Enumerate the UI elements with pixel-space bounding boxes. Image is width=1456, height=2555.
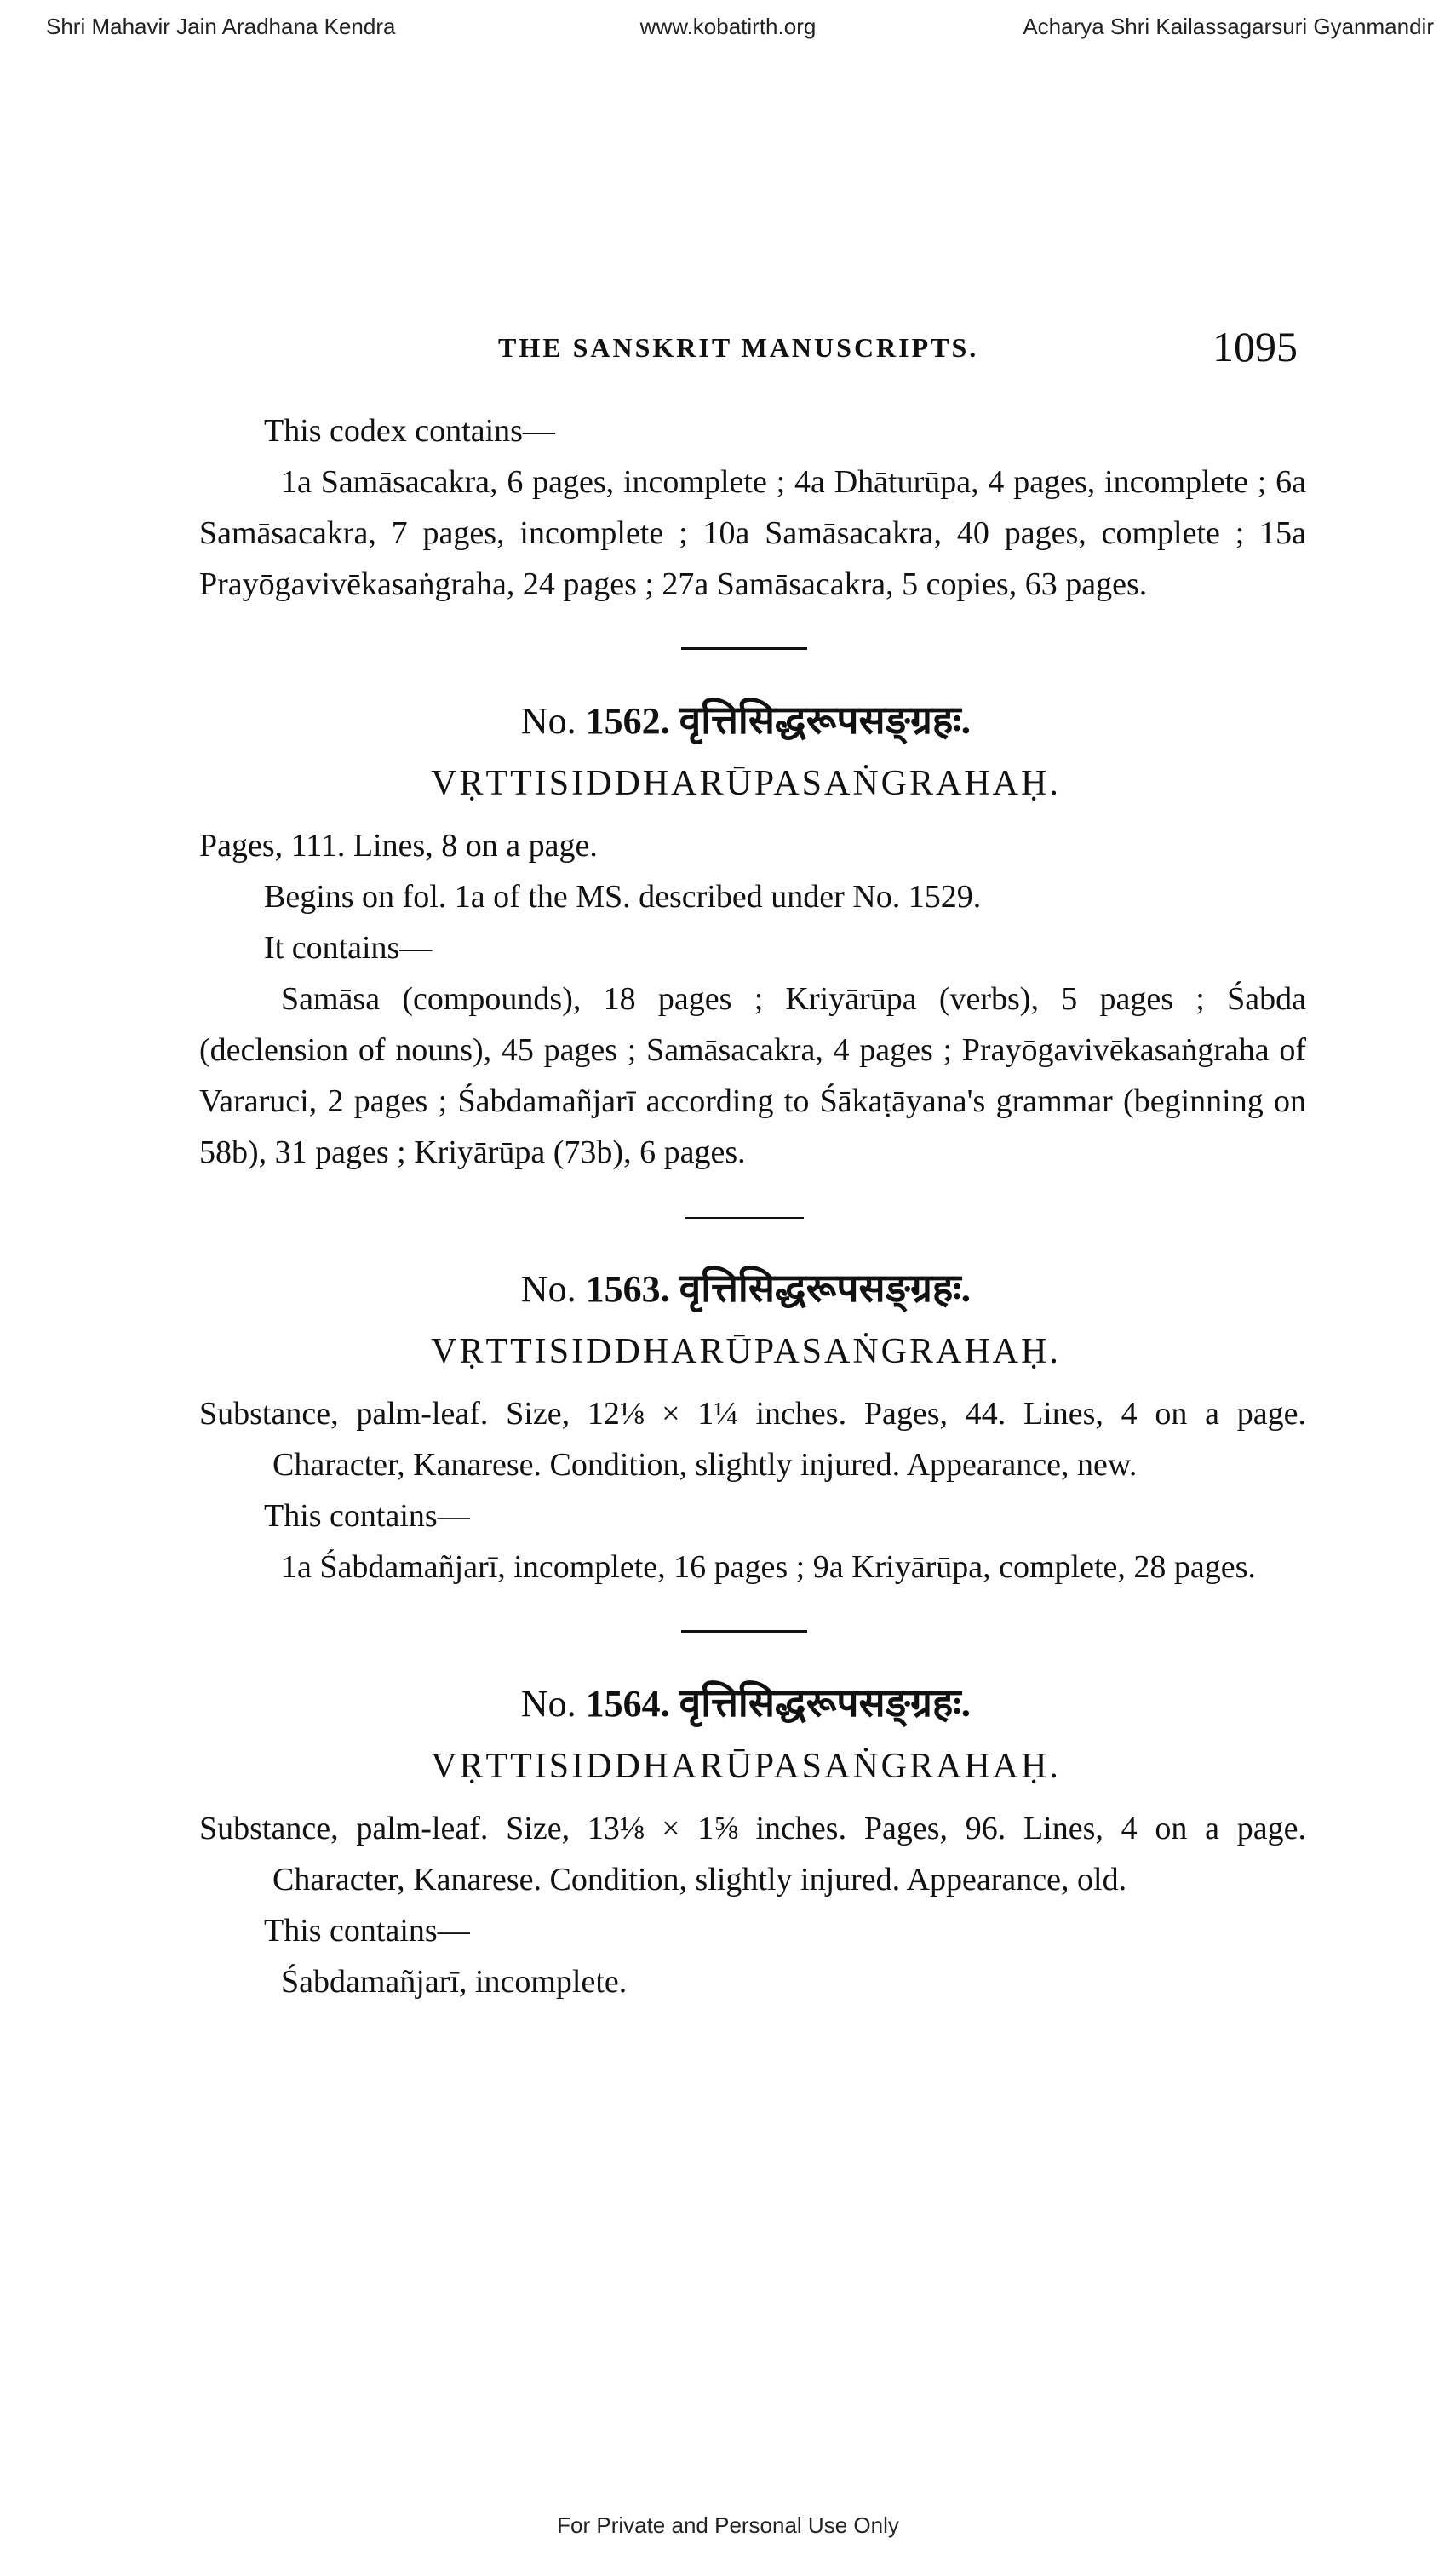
entry-contents: 1a Śabdamañjarī, incomplete, 16 pages ; 9a Kriyārūpa, complete, 28 pages.: [281, 1549, 1256, 1585]
entry-details: Pages, 111. Lines, 8 on a page.: [199, 828, 598, 864]
section-divider: [199, 610, 1306, 688]
entry-number: 1562.: [585, 700, 670, 742]
page-body: [199, 405, 1306, 2007]
entry-contains-heading: This contains—: [264, 1913, 470, 1949]
running-head: [0, 322, 1456, 373]
intro-heading: This codex contains—: [264, 413, 555, 449]
entry-number-label: No.: [520, 1268, 576, 1310]
entry-sanskrit-title: वृत्तिसिद्धरूपसङ्ग्रहः.: [679, 1681, 972, 1725]
entry-number: 1563.: [585, 1268, 670, 1310]
entry-contains-heading: This contains—: [264, 1498, 470, 1534]
entry-number-line: [186, 1671, 1306, 1737]
entry-1563: [199, 1256, 1306, 1593]
entry-contents: Samāsa (compounds), 18 pages ; Kriyārūpa (verbs), 5 pages ; Śabda (declension of nouns), 45 pages ; Samāsacakra, 4 pages ; Prayōgavivēkasaṅgraha of Vararuci, 2 pages ; Śabdamañjarī according to Śākaṭāyana's grammar (beginning on 58b), 31 pages ; Kriyārūpa (73b), 6 pages.: [199, 981, 1306, 1170]
section-divider: [199, 1178, 1306, 1256]
footer-notice: For Private and Personal Use Only: [557, 2512, 899, 2538]
page-number: 1095: [1212, 323, 1298, 370]
entry-number-line: [186, 1256, 1306, 1322]
entry-heading: [186, 688, 1306, 813]
section-divider: [199, 1593, 1306, 1671]
entry-heading: [186, 1256, 1306, 1381]
entry-details: Substance, palm-leaf. Size, 12⅛ × 1¼ inches. Pages, 44. Lines, 4 on a page. Character, Kanarese. Condition, slightly injured. Appearance, new.: [199, 1396, 1306, 1483]
entry-number-label: No.: [520, 1683, 576, 1725]
intro-contents: 1a Samāsacakra, 6 pages, incomplete ; 4a Dhāturūpa, 4 pages, incomplete ; 6a Samāsacakra, 7 pages, incomplete ; 10a Samāsacakra, 40 pages, complete ; 15a Prayōgavivēkasaṅgraha, 24 pages ; 27a Samāsacakra, 5 copies, 63 pages.: [199, 464, 1306, 602]
header-right-text: Acharya Shri Kailassagarsuri Gyanmandir: [1023, 14, 1434, 39]
header-left-text: Shri Mahavir Jain Aradhana Kendra: [46, 14, 396, 39]
header-center-url: www.kobatirth.org: [639, 14, 817, 39]
entry-contains-heading: It contains—: [264, 930, 433, 966]
entry-number: 1564.: [585, 1683, 670, 1725]
entry-number-label: No.: [520, 700, 576, 742]
entry-contents: Śabdamañjarī, incomplete.: [281, 1964, 628, 2000]
entry-sanskrit-title: वृत्तिसिद्धरूपसङ्ग्रहः.: [679, 1266, 972, 1310]
entry-transliterated-title: VṚTTISIDDHARŪPASAṄGRAHAḤ.: [431, 1332, 1061, 1371]
entry-heading: [186, 1671, 1306, 1796]
entry-details: Substance, palm-leaf. Size, 13⅛ × 1⅝ inches. Pages, 96. Lines, 4 on a page. Character, Kanarese. Condition, slightly injured. Appearance, old.: [199, 1811, 1306, 1898]
entry-transliterated-title: VṚTTISIDDHARŪPASAṄGRAHAḤ.: [431, 1747, 1061, 1786]
entry-1564: [199, 1671, 1306, 2007]
entry-begins: Begins on fol. 1a of the MS. described under No. 1529.: [264, 879, 982, 915]
site-header: [0, 14, 1456, 48]
entry-1562: [199, 688, 1306, 1178]
running-head-title: THE SANSKRIT MANUSCRIPTS.: [498, 332, 979, 363]
entry-number-line: [186, 688, 1306, 754]
entry-transliterated-title: VṚTTISIDDHARŪPASAṄGRAHAḤ.: [431, 764, 1061, 803]
entry-sanskrit-title: वृत्तिसिद्धरूपसङ्ग्रहः.: [679, 698, 972, 742]
